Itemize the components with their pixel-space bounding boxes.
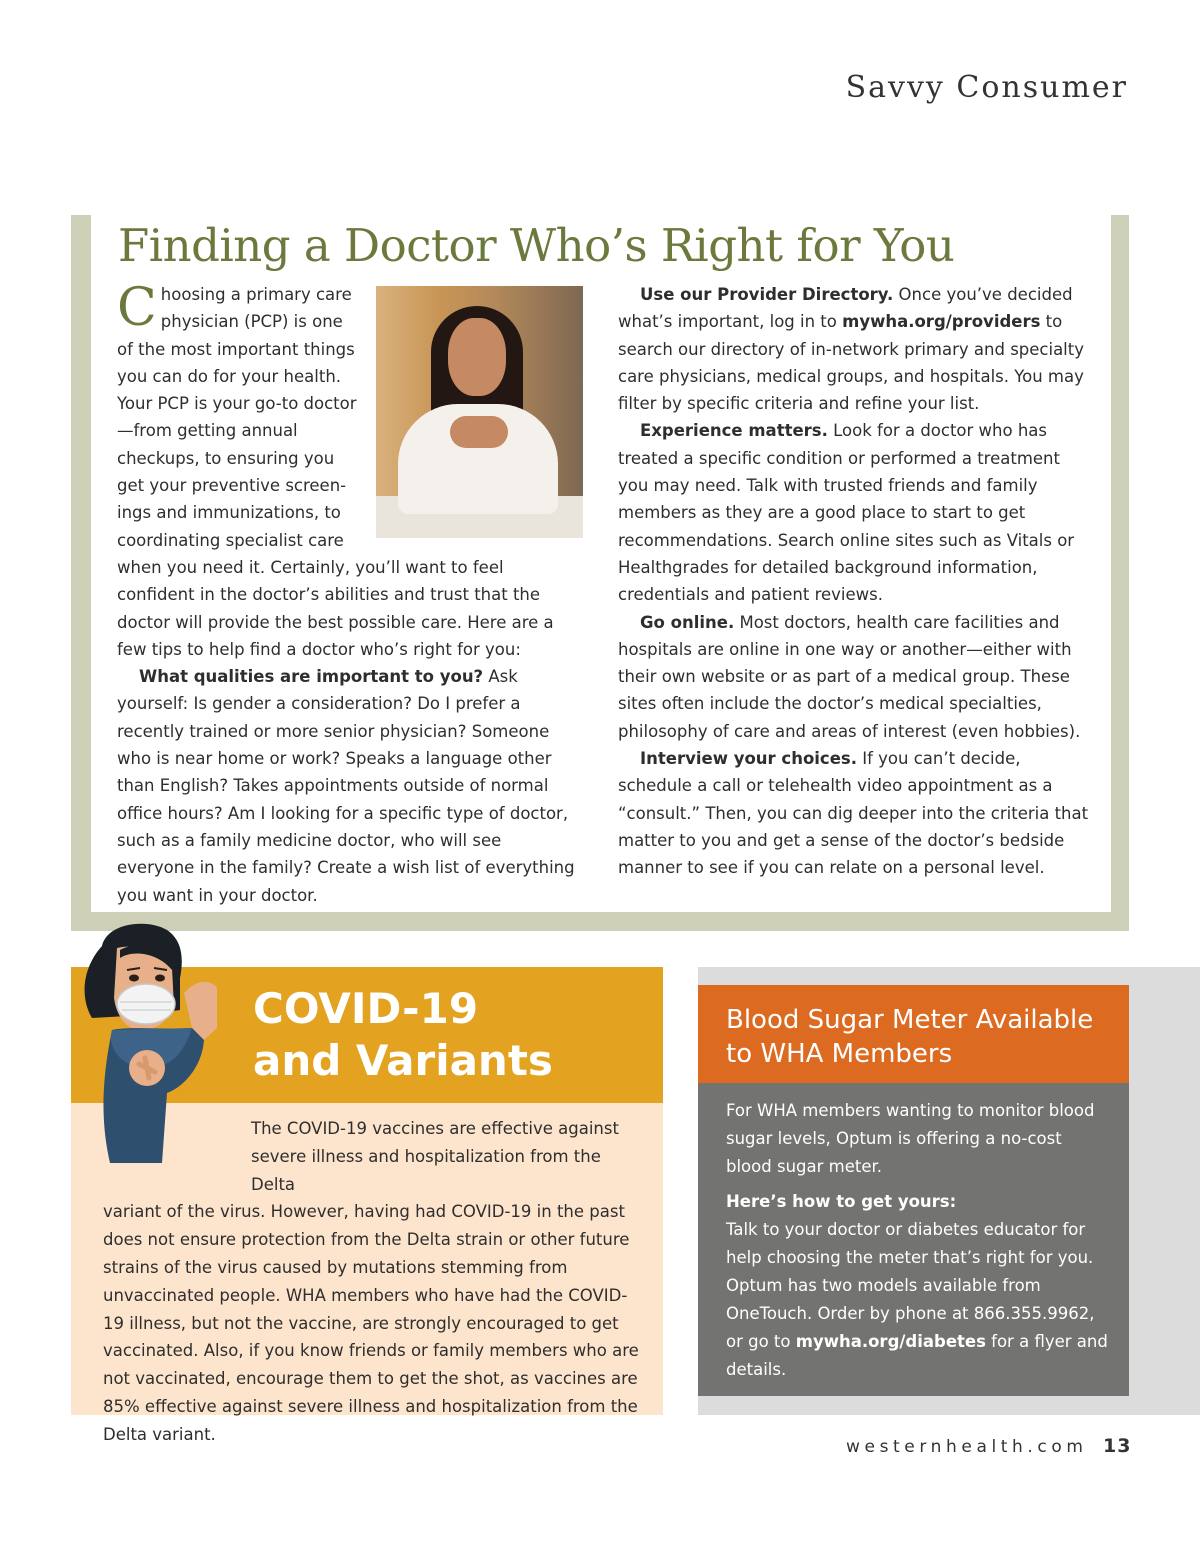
masked-woman-illustration [72, 918, 222, 1163]
covid-lead: The COVID-19 vaccines are effective against severe illness and hospitalization from the Delta [251, 1119, 619, 1194]
tip-text: Look for a doctor who has treated a specific condition or performed a treatment you may need. Talk with trusted friends and family members as they are a good place to start to get recommendations. Search online sites such as Vitals or Healthgrades for detailed background information, credentials and patient reviews. [618, 421, 1075, 605]
tip-provider-directory [618, 281, 1093, 417]
page-number: 13 [1103, 1435, 1132, 1457]
tip-text: If you can’t decide, schedule a call or telehealth video appointment as a “consult.” Then, you can dig deeper into the criteria that matter to you and get a sense of the doctor’s bedside manner to see if you can relate on a personal level. [618, 749, 1089, 878]
howto-text-part: for a flyer and details. [726, 1332, 1108, 1379]
providers-link[interactable]: mywha.org/providers [842, 312, 1041, 332]
tip-heading: Go online. [640, 612, 735, 632]
blood-sugar-header [698, 985, 1129, 1083]
blood-sugar-title-line: Blood Sugar Meter Available [726, 1005, 1094, 1035]
tip-qualities [117, 663, 583, 909]
tip-text: to search our directory of in-network primary and specialty care physicians, medical groups, and hospitals. You may filter by specific criteria and refine your list. [618, 312, 1085, 414]
tip-text: Most doctors, health care facilities and hospitals are online in one way or another—either with their own website or as part of a medical group. These sites often include the doctor’s medical specialties, philosophy of care and areas of interest (even hobbies). [618, 612, 1081, 741]
tip-heading: Interview your choices. [640, 749, 857, 769]
blood-sugar-body [698, 1083, 1129, 1396]
covid-title-line: COVID-19 [253, 984, 479, 1033]
article-column-left [117, 278, 583, 909]
tip-text: Once you’ve decided what’s important, log in to [618, 285, 1073, 332]
covid-body: variant of the virus. However, having had COVID-19 in the past does not ensure protection from the Delta strain or other future strains of the virus caused by mutations stemming from unvaccinated people. WHA members who have had the COVID-19 illness, but not the vaccine, are strongly encouraged to get vaccinated. Also, if you know friends or family members who are not vaccinated, encourage them to get the shot, as vaccines are 85% effective against severe illness and hospitalization from the Delta variant. [103, 1202, 639, 1444]
drop-cap: C [117, 278, 157, 338]
howto-heading: Here’s how to get yours: [726, 1192, 957, 1211]
tip-heading: Use our Provider Directory. [640, 285, 894, 304]
tip-heading: Experience matters. [640, 421, 828, 441]
covid-text [103, 1115, 648, 1449]
howto-text [726, 1216, 1111, 1384]
blood-sugar-intro: For WHA members wanting to monitor blood sugar levels, Optum is offering a no-cost blood sugar meter. [726, 1101, 1095, 1176]
intro-text: hoosing a primary care physician (PCP) is one of the most important things you can do for your health. Your PCP is your go-to doctor—from getting annual checkups, to ensuring you get your preventive screenings and immunizations, to coordinating specialist care when you need it. Certainly, you’ll want to feel confident in the doctor’s abilities and trust that the doctor will provide the best possible care. Here are a few tips to help find a doctor who’s right for you: [117, 285, 554, 659]
section-label: Savvy Consumer [845, 70, 1128, 105]
tip-interview [618, 745, 1093, 881]
tip-heading: What qualities are important to you? [139, 667, 484, 687]
blood-sugar-title-line: to WHA Members [726, 1039, 953, 1069]
howto-text-part: Talk to your doctor or diabetes educator for help choosing the meter that’s right for you. Optum has two models available from OneTouch. Order by phone at 866.355.9962, or go to [726, 1220, 1095, 1351]
tip-text: Ask yourself: Is gender a consideration? Do I prefer a recently trained or more senior physician? Someone who is near home or work? Speaks a language other than English? Takes appointments outside of normal office hours? Am I looking for a specific type of doctor, such as a family medicine doctor, who will see everyone in the family? Create a wish list of everything you want in your doctor. [117, 667, 575, 905]
article-title: Finding a Doctor Who’s Right for You [118, 219, 955, 272]
tip-go-online [618, 609, 1093, 745]
tip-experience [618, 417, 1093, 608]
doctor-photo [376, 286, 583, 538]
blood-sugar-text [726, 1097, 1111, 1384]
footer-website[interactable]: westernhealth.com [846, 1437, 1088, 1457]
blood-sugar-title [726, 1003, 1093, 1071]
covid-title-line: and Variants [253, 1036, 553, 1085]
covid-title [253, 983, 553, 1087]
diabetes-link[interactable]: mywha.org/diabetes [795, 1332, 986, 1351]
blood-sugar-frame [698, 967, 1200, 1415]
feature-article [91, 215, 1111, 912]
article-column-right [618, 281, 1093, 882]
feature-frame [71, 215, 1129, 931]
